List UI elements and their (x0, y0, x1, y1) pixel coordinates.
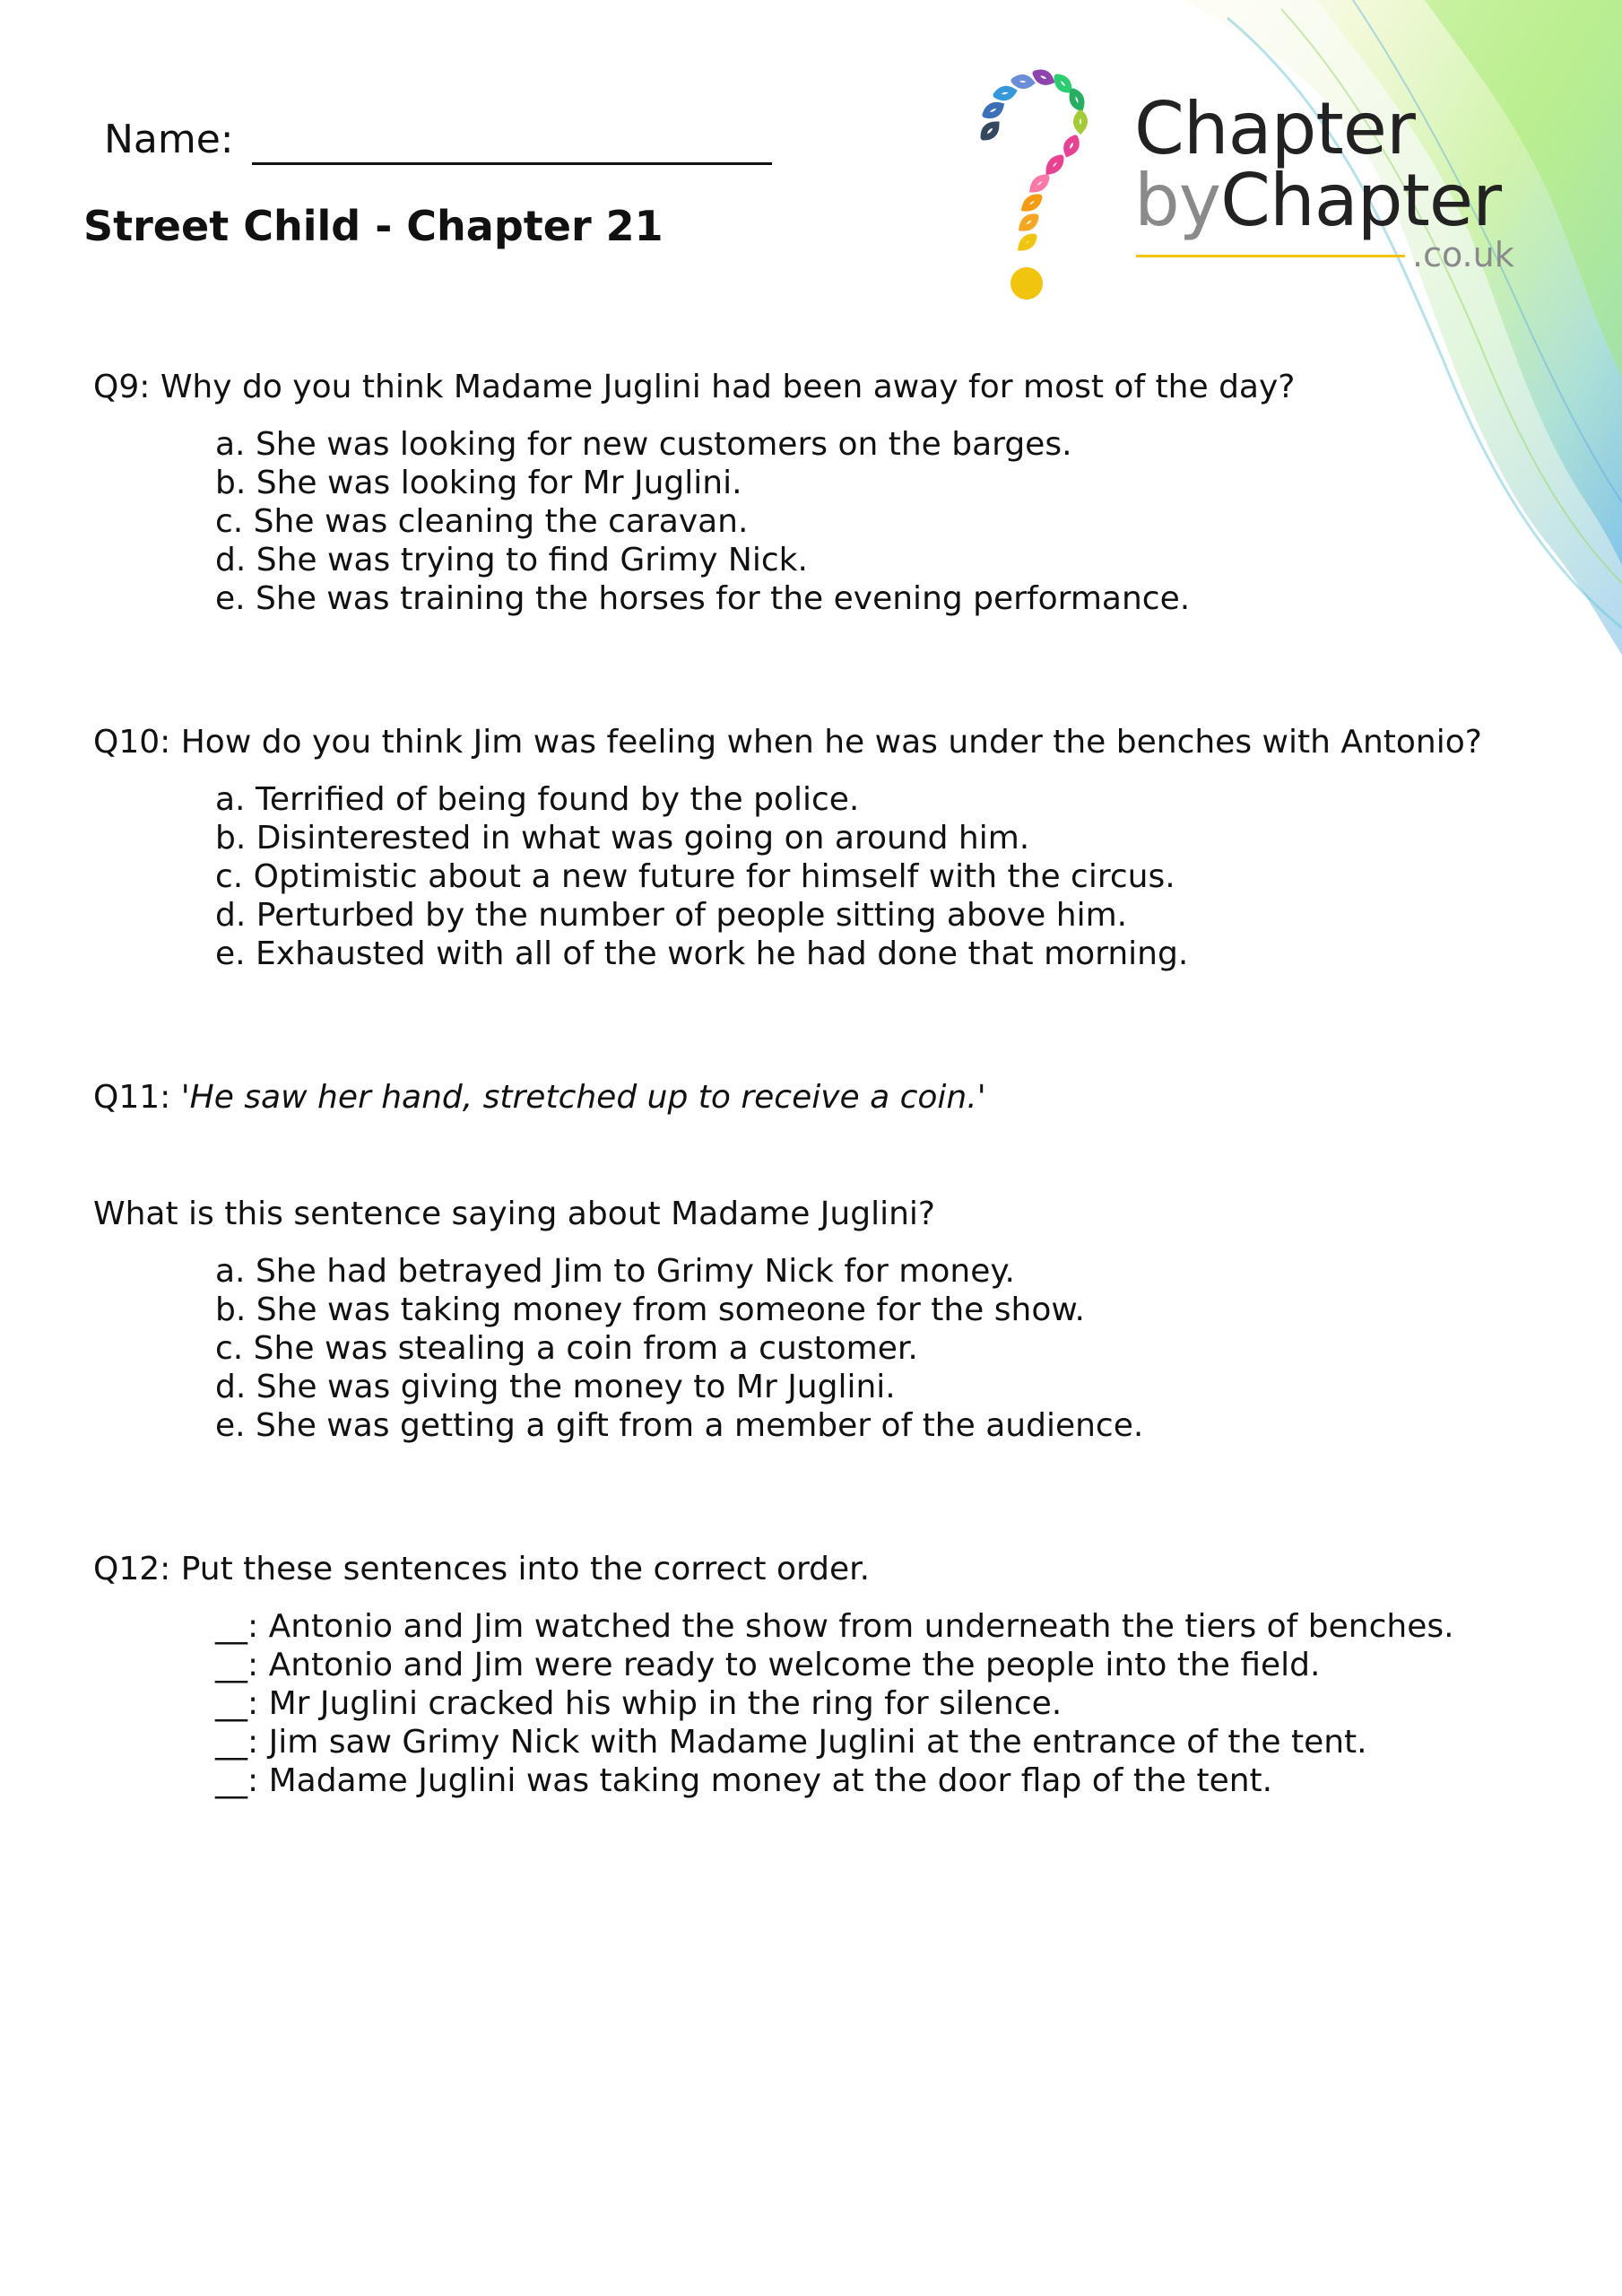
worksheet-title: Street Child - Chapter 21 (83, 202, 664, 250)
q10-option-e[interactable]: e. Exhausted with all of the work he had done that morning. (215, 935, 1189, 972)
q10-option-c[interactable]: c. Optimistic about a new future for himself with the circus. (215, 858, 1175, 895)
q12-options (215, 1607, 1454, 1800)
name-label: Name: (104, 117, 234, 162)
name-field-row (104, 115, 772, 165)
question-q9: Q9: Why do you think Madame Juglini had been away for most of the day? (93, 369, 1296, 405)
q10-option-d[interactable]: d. Perturbed by the number of people sitting above him. (215, 897, 1128, 934)
name-input-line[interactable] (252, 126, 772, 165)
question-q11-prompt: What is this sentence saying about Madame Juglini? (93, 1196, 936, 1232)
q11-option-e[interactable]: e. She was getting a gift from a member of the audience. (215, 1407, 1144, 1444)
q9-option-d[interactable]: d. She was trying to find Grimy Nick. (215, 542, 808, 578)
q9-option-c[interactable]: c. She was cleaning the caravan. (215, 503, 749, 540)
q11-option-d[interactable]: d. She was giving the money to Mr Juglini. (215, 1369, 896, 1405)
q12-item-3[interactable]: __: Mr Juglini cracked his whip in the ring for silence. (215, 1685, 1063, 1722)
chapter-by-chapter-logo (964, 52, 1538, 321)
q11-option-c[interactable]: c. She was stealing a coin from a customer. (215, 1330, 918, 1367)
q11-option-b[interactable]: b. She was taking money from someone for the show. (215, 1292, 1085, 1328)
q10-options (215, 780, 1188, 973)
q9-option-a[interactable]: a. She was looking for new customers on the barges. (215, 426, 1072, 463)
question-q11 (93, 1078, 986, 1118)
question-q12: Q12: Put these sentences into the correct order. (93, 1551, 871, 1587)
logo-word-by: by (1134, 159, 1221, 242)
q11-option-a[interactable]: a. She had betrayed Jim to Grimy Nick for money. (215, 1253, 1015, 1290)
q12-item-4[interactable]: __: Jim saw Grimy Nick with Madame Juglini at the entrance of the tent. (215, 1724, 1367, 1761)
q10-option-b[interactable]: b. Disinterested in what was going on around him. (215, 820, 1030, 857)
logo-underline (1136, 255, 1405, 257)
q11-options (215, 1252, 1143, 1445)
logo-domain: .co.uk (1412, 235, 1514, 274)
q11-quote: 'He saw her hand, stretched up to receive a coin.' (180, 1079, 986, 1116)
q10-option-a[interactable]: a. Terrified of being found by the police. (215, 781, 860, 818)
q12-item-5[interactable]: __: Madame Juglini was taking money at the door flap of the tent. (215, 1762, 1273, 1799)
q11-label: Q11: (93, 1079, 171, 1116)
logo-word-chapter: Chapter (1134, 87, 1415, 170)
logo-word-by-chapter (1134, 159, 1501, 242)
q9-option-b[interactable]: b. She was looking for Mr Juglini. (215, 465, 742, 501)
q12-item-2[interactable]: __: Antonio and Jim were ready to welcome the people into the field. (215, 1647, 1321, 1683)
question-q10: Q10: How do you think Jim was feeling when he was under the benches with Antonio? (93, 724, 1482, 761)
book-question-mark-icon (964, 52, 1125, 312)
logo-dot (1010, 267, 1043, 300)
q9-options (215, 425, 1190, 618)
logo-word-chapter-second: Chapter (1220, 159, 1501, 242)
q12-item-1[interactable]: __: Antonio and Jim watched the show from underneath the tiers of benches. (215, 1608, 1454, 1645)
q9-option-e[interactable]: e. She was training the horses for the evening performance. (215, 580, 1191, 617)
